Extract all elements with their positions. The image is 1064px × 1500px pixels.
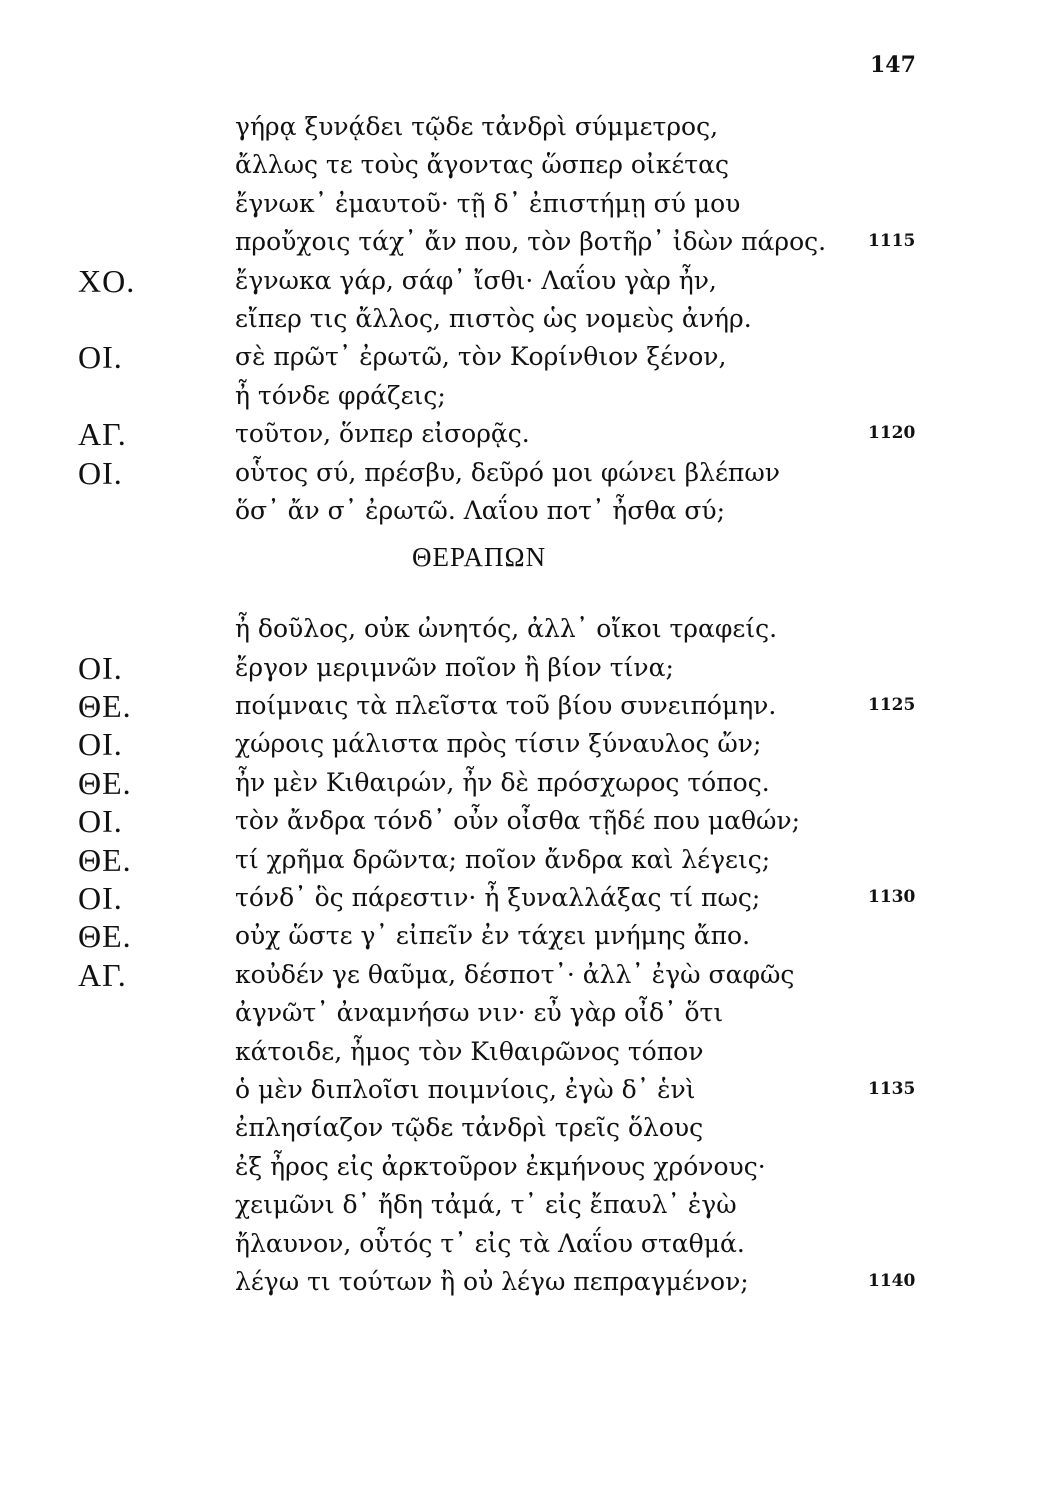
line-number: 1130 — [868, 887, 916, 908]
verse-text-line: ὁ μὲν διπλοῖσι ποιμνίοις, ἐγὼ δ᾽ ἑνὶ — [235, 1074, 696, 1104]
verse-line — [0, 956, 1064, 994]
verse-text-line: τὸν ἄνδρα τόνδ᾽ οὖν οἶσθα τῇδέ που μαθών; — [235, 806, 801, 836]
verse-text-line: ὅσ᾽ ἄν σ᾽ ἐρωτῶ. Λαΐου ποτ᾽ ἦσθα σύ; — [235, 495, 726, 525]
verse-text-line: ἐξ ἦρος εἰς ἀρκτοῦρον ἐκμήνους χρόνους· — [235, 1151, 766, 1181]
verse-line — [0, 223, 1064, 261]
verse-text-line: κοὐδέν γε θαῦμα, δέσποτ᾽· ἀλλ᾽ ἐγὼ σαφῶς — [235, 959, 795, 989]
verse-text-line: σὲ πρῶτ᾽ ἐρωτῶ, τὸν Κορίνθιον ξένον, — [235, 342, 727, 372]
speaker-label: ΘΕ. — [78, 841, 132, 878]
verse-line — [0, 1263, 1064, 1301]
verse-text-line: ἔγνωκ᾽ ἐμαυτοῦ· τῇ δ᾽ ἐπιστήμῃ σύ μου — [235, 188, 741, 218]
verse-line — [0, 649, 1064, 687]
verse-text-line: ποίμναις τὰ πλεῖστα τοῦ βίου συνειπόμην. — [235, 691, 777, 721]
verse-line — [0, 262, 1064, 300]
line-number: 1115 — [868, 231, 916, 252]
verse-text-line: ἔργον μεριμνῶν ποῖον ἢ βίον τίνα; — [235, 652, 674, 682]
verse-text — [0, 108, 1064, 1301]
verse-line — [0, 1148, 1064, 1186]
verse-line — [0, 1109, 1064, 1147]
verse-text-line: τόνδ᾽ ὃς πάρεστιν· ἦ ξυναλλάξας τί πως; — [235, 883, 761, 913]
verse-line — [0, 1186, 1064, 1224]
verse-text-line: οὐχ ὥστε γ᾽ εἰπεῖν ἐν τάχει μνήμης ἄπο. — [235, 921, 751, 951]
speaker-label: ΟΙ. — [78, 726, 123, 763]
verse-text-line: λέγω τι τούτων ἢ οὐ λέγω πεπραγμένον; — [235, 1266, 749, 1296]
verse-line — [0, 879, 1064, 917]
line-number: 1135 — [868, 1078, 916, 1099]
speaker-label: ΟΙ. — [78, 339, 123, 376]
verse-line — [0, 415, 1064, 453]
verse-text-line: ἄλλως τε τοὺς ἄγοντας ὥσπερ οἰκέτας — [235, 150, 730, 180]
speaker-label: ΟΙ. — [78, 880, 123, 917]
speaker-label: ΘΕ. — [78, 764, 132, 801]
verse-line — [0, 1071, 1064, 1109]
verse-line — [0, 687, 1064, 725]
verse-text-line: οὗτος σύ, πρέσβυ, δεῦρό μοι φώνει βλέπων — [235, 457, 780, 487]
verse-line — [0, 725, 1064, 763]
verse-text-line: τί χρῆμα δρῶντα; ποῖον ἄνδρα καὶ λέγεις; — [235, 844, 771, 874]
verse-line — [0, 1033, 1064, 1071]
verse-line — [0, 300, 1064, 338]
verse-line — [0, 377, 1064, 415]
verse-text-line: ἤλαυνον, οὗτός τ᾽ εἰς τὰ Λαΐου σταθμά. — [235, 1228, 745, 1258]
verse-text-line: ἦν μὲν Κιθαιρών, ἦν δὲ πρόσχωρος τόπος. — [235, 767, 770, 797]
verse-line — [0, 146, 1064, 184]
verse-text-line: κάτοιδε, ἦμος τὸν Κιθαιρῶνος τόπον — [235, 1036, 704, 1066]
speaker-label: ΑΓ. — [78, 956, 127, 993]
verse-line — [0, 492, 1064, 530]
verse-group-before-heading — [0, 108, 1064, 530]
line-number: 1125 — [868, 695, 916, 716]
verse-text-line: ἦ δοῦλος, οὐκ ὠνητός, ἀλλ᾽ οἴκοι τραφείς. — [235, 614, 778, 644]
verse-text-line: τοῦτον, ὅνπερ εἰσορᾷς. — [235, 419, 530, 449]
verse-text-line: ἔγνωκα γάρ, σάφ᾽ ἴσθι· Λαΐου γὰρ ἦν, — [235, 265, 717, 295]
verse-line — [0, 1225, 1064, 1263]
page-number: 147 — [870, 52, 916, 78]
speaker-label: ΟΙ. — [78, 454, 123, 491]
verse-line — [0, 802, 1064, 840]
verse-text-line: εἴπερ τις ἄλλος, πιστὸς ὡς νομεὺς ἀνήρ. — [235, 303, 752, 333]
verse-line — [0, 994, 1064, 1032]
verse-line — [0, 610, 1064, 648]
verse-line — [0, 185, 1064, 223]
heading-row — [0, 530, 1064, 610]
verse-line — [0, 764, 1064, 802]
verse-line — [0, 108, 1064, 146]
speaker-label: ΧΟ. — [78, 262, 136, 299]
speaker-label: ΘΕ. — [78, 918, 132, 955]
verse-line — [0, 917, 1064, 955]
verse-text-line: προὔχοις τάχ᾽ ἄν που, τὸν βοτῆρ᾽ ἰδὼν πάρος. — [235, 227, 827, 257]
verse-line — [0, 841, 1064, 879]
speaker-label: ΘΕ. — [78, 688, 132, 725]
verse-line — [0, 338, 1064, 376]
line-number: 1120 — [868, 423, 916, 444]
line-number: 1140 — [868, 1270, 916, 1291]
speaker-label: ΟΙ. — [78, 803, 123, 840]
verse-group-after-heading — [0, 610, 1064, 1301]
verse-text-line: χειμῶνι δ᾽ ἤδη τἀμά, τ᾽ εἰς ἔπαυλ᾽ ἐγὼ — [235, 1190, 737, 1220]
verse-text-line: ἦ τόνδε φράζεις; — [235, 380, 446, 410]
character-heading: ΘΕΡΑΠΩΝ — [412, 542, 547, 573]
speaker-label: ΑΓ. — [78, 416, 127, 453]
verse-line — [0, 454, 1064, 492]
verse-text-line: χώροις μάλιστα πρὸς τίσιν ξύναυλος ὤν; — [235, 729, 762, 759]
verse-text-line: ἀγνῶτ᾽ ἀναμνήσω νιν· εὖ γὰρ οἶδ᾽ ὅτι — [235, 998, 724, 1028]
verse-text-line: γήρᾳ ξυνᾴδει τῷδε τἀνδρὶ σύμμετρος, — [235, 112, 719, 141]
verse-text-line: ἐπλησίαζον τῷδε τἀνδρὶ τρεῖς ὅλους — [235, 1113, 704, 1143]
speaker-label: ΟΙ. — [78, 649, 123, 686]
